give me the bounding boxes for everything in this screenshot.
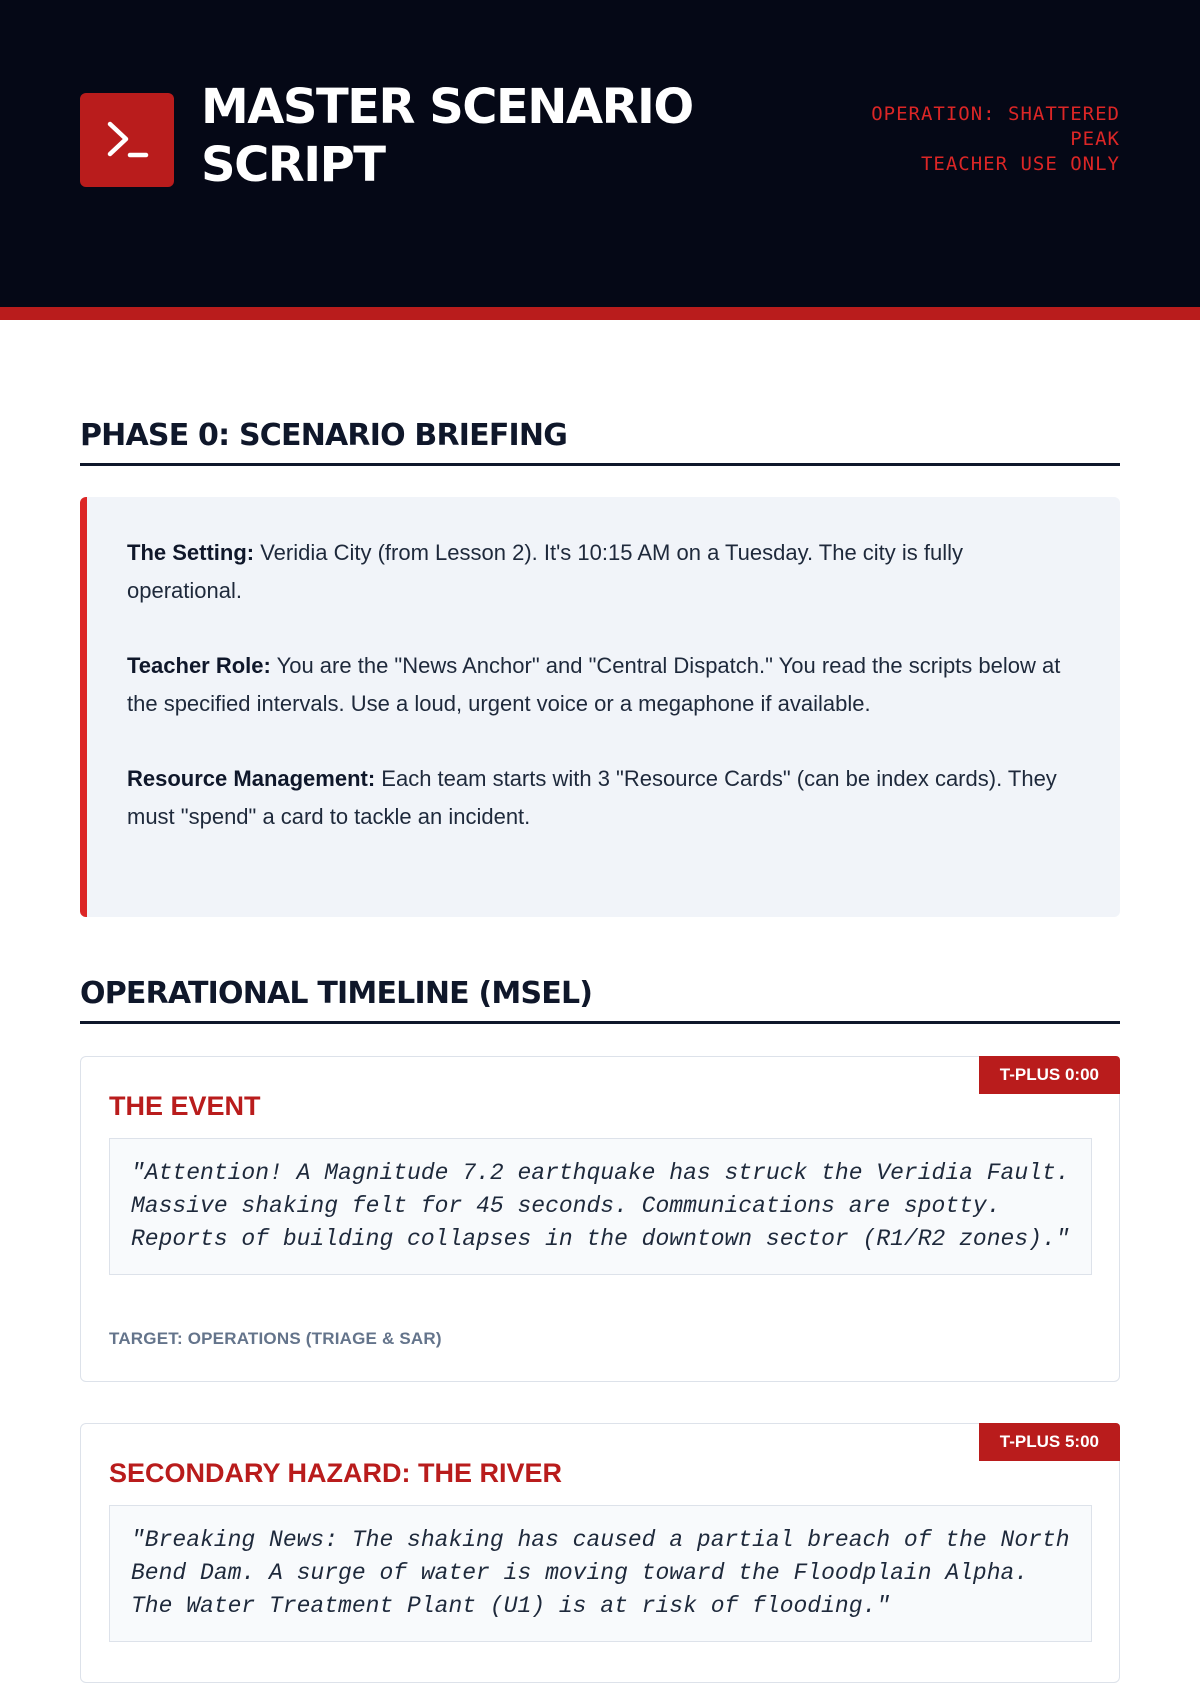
- briefing-setting: [127, 534, 1080, 610]
- briefing-teacher-role: [127, 647, 1080, 723]
- inject-script: "Breaking News: The shaking has caused a partial breach of the North Bend Dam. A surge of water is moving toward the Floodplain Alpha. The Water Treatment Plant (U1) is at risk of flooding.": [109, 1505, 1092, 1642]
- inject-card: [80, 1056, 1120, 1382]
- briefing-teacher-role-text: You are the "News Anchor" and "Central Dispatch." You read the scripts below at the specified intervals. Use a loud, urgent voice or a megaphone if available.: [127, 653, 1061, 716]
- briefing-teacher-role-label: Teacher Role:: [127, 653, 271, 678]
- time-badge: T-PLUS 0:00: [979, 1056, 1120, 1094]
- inject-title: THE EVENT: [109, 1091, 261, 1121]
- briefing-setting-text: Veridia City (from Lesson 2). It's 10:15 AM on a Tuesday. The city is fully operational.: [127, 540, 964, 603]
- briefing-resource-text: Each team starts with 3 "Resource Cards" (can be index cards). They must "spend" a card to tackle an incident.: [127, 766, 1057, 829]
- page-title: MASTER SCENARIO SCRIPT: [201, 79, 693, 193]
- briefing-resource-management: [127, 760, 1080, 836]
- briefing-heading: PHASE 0: SCENARIO BRIEFING: [80, 418, 1120, 466]
- terminal-prompt-icon: [80, 93, 174, 187]
- logo: [80, 93, 174, 187]
- operation-meta: [820, 102, 1120, 177]
- inject-title: SECONDARY HAZARD: THE RIVER: [109, 1458, 563, 1488]
- briefing-setting-label: The Setting:: [127, 540, 255, 565]
- briefing-panel: [80, 497, 1120, 917]
- timeline-heading: OPERATIONAL TIMELINE (MSEL): [80, 976, 1120, 1024]
- inject-target: TARGET: OPERATIONS (TRIAGE & SAR): [109, 1329, 442, 1348]
- audience-label: TEACHER USE ONLY: [920, 153, 1120, 175]
- briefing-resource-label: Resource Management:: [127, 766, 376, 791]
- page-header: [0, 0, 1200, 320]
- time-badge: T-PLUS 5:00: [979, 1423, 1120, 1461]
- inject-script: "Attention! A Magnitude 7.2 earthquake has struck the Veridia Fault. Massive shaking felt for 45 seconds. Communications are spotty. Reports of building collapses in the downtown sector (R1/R2 zones).": [109, 1138, 1092, 1275]
- inject-card: [80, 1423, 1120, 1683]
- operation-name: OPERATION: SHATTERED PEAK: [871, 103, 1120, 150]
